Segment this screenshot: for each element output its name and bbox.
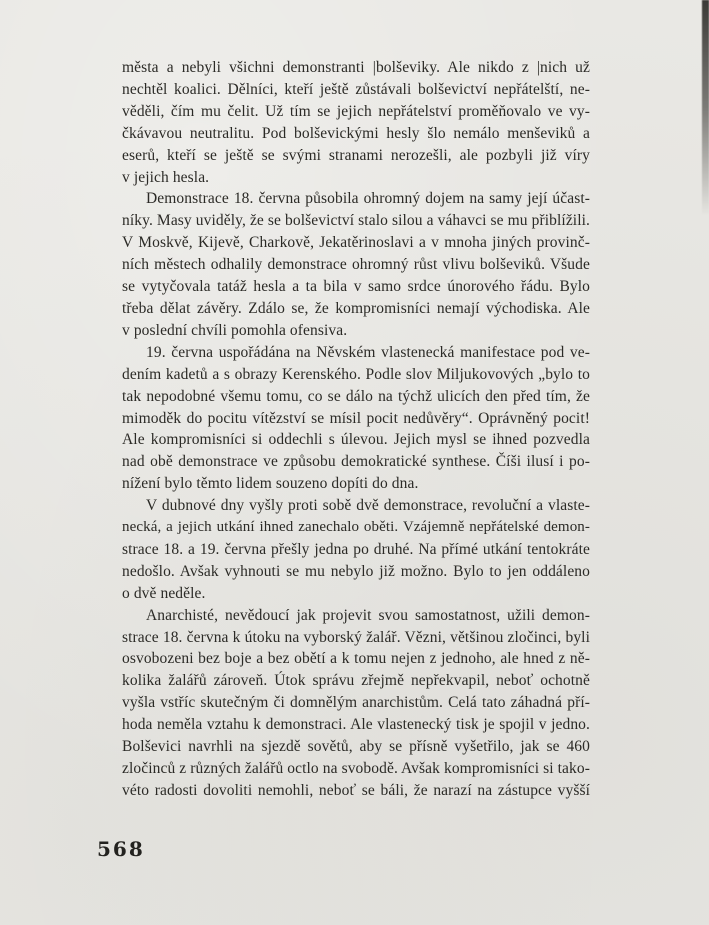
text-line: Demonstrace 18. června působila ohromný dojem na samy její účast- [146,190,590,208]
scan-edge-artifact [702,0,709,215]
text-line: věděli, čím mu čelit. Už tím se jejich nepřátelství proměňovalo ve vy- [122,102,590,120]
paragraph [122,495,590,605]
paragraph [122,57,590,188]
text-line: osvobozeni bez boje a bez obětí a k tomu nejen z jednoho, ale hned z ně- [122,650,590,668]
text-line: strace 18. června k útoku na vyborský žalář. Vězni, většinou zločinci, byli [122,628,590,646]
text-line: V Moskvě, Kijevě, Charkově, Jekatěrinoslavi a v mnoha jiných provinč- [122,234,590,252]
text-line: nechtěl koalici. Dělníci, kteří ještě zůstávali bolševictví nepřátelští, ne- [122,80,590,98]
text-line: ních městech odhalily demonstrace ohromný růst vlivu bolševiků. Všude [122,256,590,274]
text-line: nížení bylo těmto lidem souzeno dopíti do dna. [122,475,419,493]
text-line: nedošlo. Avšak vyhnouti se mu nebylo již možno. Bylo to jen oddáleno [122,562,590,580]
paragraph [122,188,590,341]
text-line: tak nepodobné všemu tomu, co se dálo na týchž ulicích den před tím, že [122,387,590,405]
text-line: níky. Masy uviděly, že se bolševictví stalo silou a váhavci se mu přiblížili. [122,212,590,230]
text-line: v poslední chvíli pomohla ofensiva. [122,321,348,339]
text-line: se vytyčovala tatáž hesla a ta bila v samo srdce únorového řádu. Bylo [122,278,590,296]
text-line: třeba dělat závěry. Zdálo se, že kompromisníci nemají východiska. Ale [122,299,590,317]
text-line: strace 18. a 19. června přešly jedna po druhé. Na přímé utkání tentokráte [122,540,590,558]
text-line: Bolševici navrhli na sjezdě sovětů, aby se přísně vyšetřilo, jak se 460 [122,738,590,756]
text-line: v jejich hesla. [122,168,210,186]
text-line: necká, a jejich utkání ihned zanechalo oběti. Vzájemně nepřátelské demon- [122,519,590,536]
text-line: čkávavou neutralitu. Pod bolševickými hesly šlo nemálo menševiků a [122,124,590,142]
text-line: dením kadetů a s obrazy Kerenského. Podle slov Miljukovových „bylo to [122,365,590,383]
text-line: vyšla vstříc skutečným či domnělým anarchistům. Celá tato záhadná pří- [122,694,590,712]
text-line: o dvě neděle. [122,584,206,602]
text-line: Ale kompromisníci si oddechli s úlevou. Jejich mysl se ihned pozvedla [122,431,590,449]
text-line: města a nebyli všichni demonstranti |bolševiky. Ale nikdo z |nich už [122,59,590,76]
text-line: zločinců z různých žalářů octlo na svobodě. Avšak kompromisníci si tako- [122,760,590,777]
page-number: 568 [97,837,145,861]
paragraph [122,605,590,802]
text-line: eserů, kteří se ještě se svými stranami nerozešli, ale pozbyli již víry [122,146,590,164]
text-block [122,57,590,802]
text-line: mimoděk do pocitu vítězství se mísil pocit nedůvěry“. Oprávněný pocit! [122,409,590,427]
paragraph [122,342,590,495]
text-line: nad obě demonstrace ve způsobu demokratické synthese. Číši ilusí i po- [122,453,590,471]
text-line: Anarchisté, nevědoucí jak projevit svou samostatnost, užili demon- [146,606,590,624]
text-line: hoda neměla vztahu k demonstraci. Ale vlastenecký tisk je spojil v jedno. [122,716,590,734]
text-line: 19. června uspořádána na Něvském vlastenecká manifestace pod ve- [146,343,590,361]
text-line: V dubnové dny vyšly proti sobě dvě demonstrace, revoluční a vlaste- [146,497,590,515]
text-line: véto radosti dovoliti nemohli, neboť se báli, že narazí na zástupce vyšší [122,781,590,799]
text-line: kolika žalářů zároveň. Útok správu zřejmě nepřekvapil, neboť ochotně [122,672,590,690]
